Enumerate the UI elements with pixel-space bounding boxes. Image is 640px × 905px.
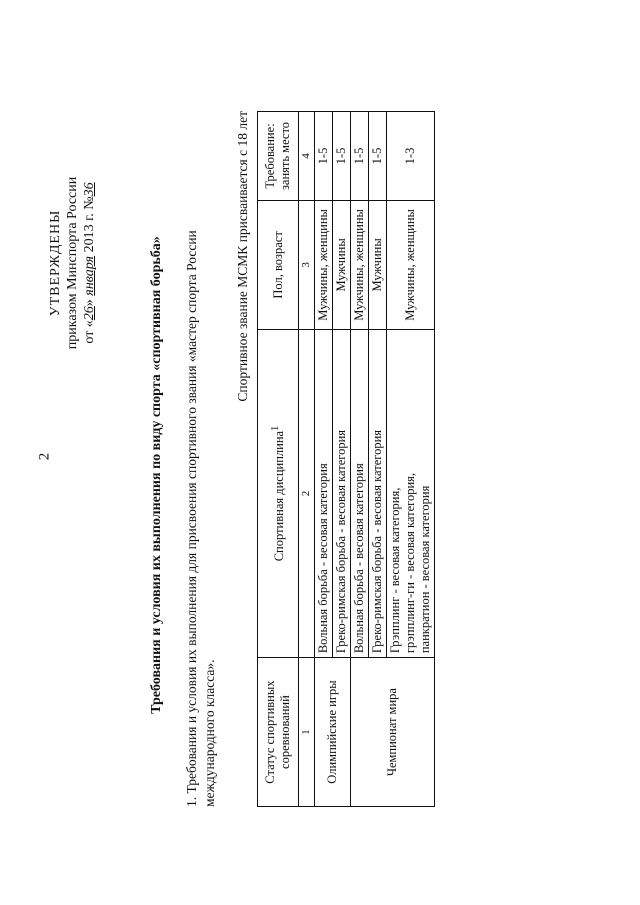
table-row xyxy=(315,112,333,807)
discipline-line: панкратион - весовая категория xyxy=(418,485,432,654)
gender-cell: Мужчины xyxy=(333,200,351,329)
date-day: 26 xyxy=(82,306,97,321)
header-place: Требование: занять место xyxy=(258,112,299,201)
date-month: января xyxy=(82,255,97,296)
page-number: 2 xyxy=(36,452,53,461)
place-cell: 1-5 xyxy=(369,112,387,201)
header-status: Статус спортивных соревнований xyxy=(258,658,299,807)
gender-cell: Мужчины xyxy=(369,200,387,329)
discipline-line: Греко-римская борьба - весовая категория xyxy=(334,429,348,654)
place-cell: 1-5 xyxy=(333,112,351,201)
gender-cell: Мужчины, женщины xyxy=(387,200,435,329)
document-title: Требования и условия их выполнения по виду спорта «спортивная борьба» xyxy=(149,236,164,714)
approval-order-line: приказом Минспорта России xyxy=(65,176,80,350)
header-gender: Пол, возраст xyxy=(258,200,299,329)
discipline-cell xyxy=(387,329,435,657)
approval-block xyxy=(47,143,98,383)
column-number: 3 xyxy=(299,200,315,329)
discipline-line: Греко-римская борьба - весовая категория xyxy=(370,429,384,654)
header-discipline xyxy=(258,329,299,657)
date-mid: » xyxy=(82,299,97,307)
status-cell: Олимпийские игры xyxy=(315,658,351,807)
column-number: 4 xyxy=(299,112,315,201)
place-cell: 1-3 xyxy=(387,112,435,201)
column-number: 1 xyxy=(299,658,315,807)
gender-cell: Мужчины, женщины xyxy=(315,200,333,329)
rotated-page-content xyxy=(35,65,625,885)
place-cell: 1-5 xyxy=(315,112,333,201)
table-body xyxy=(315,112,435,807)
order-number: 36 xyxy=(82,182,97,197)
footnote-mark: 1 xyxy=(270,425,282,431)
approval-date-line xyxy=(81,143,98,383)
date-year: 2013 г. № xyxy=(82,196,97,253)
discipline-line: Вольная борьба - весовая категория xyxy=(352,463,366,654)
discipline-cell xyxy=(351,329,369,657)
approval-heading: УТВЕРЖДЕНЫ xyxy=(48,209,63,317)
discipline-cell xyxy=(369,329,387,657)
date-prefix: от « xyxy=(82,320,97,344)
requirements-table xyxy=(257,111,435,807)
discipline-line: Вольная борьба - весовая категория xyxy=(316,463,330,654)
discipline-cell xyxy=(315,329,333,657)
header-discipline-label: Спортивная дисциплина xyxy=(272,430,287,562)
column-number-row xyxy=(299,112,315,807)
status-cell: Чемпионат мира xyxy=(351,658,435,807)
table-header-row xyxy=(258,112,299,807)
table-row xyxy=(351,112,369,807)
section-paragraph: 1. Требования и условия их выполнения для присвоения спортивного звания «мастер спорта России международного класса». xyxy=(184,230,217,807)
place-cell: 1-5 xyxy=(351,112,369,201)
column-number: 2 xyxy=(299,329,315,657)
table-caption: Спортивное звание МСМК присваивается с 18 лет xyxy=(235,111,250,402)
gender-cell: Мужчины, женщины xyxy=(351,200,369,329)
discipline-line: Грэпплинг - весовая категория, xyxy=(388,487,402,654)
discipline-line: грэпплинг-ги - весовая категория, xyxy=(403,472,417,654)
discipline-cell xyxy=(333,329,351,657)
